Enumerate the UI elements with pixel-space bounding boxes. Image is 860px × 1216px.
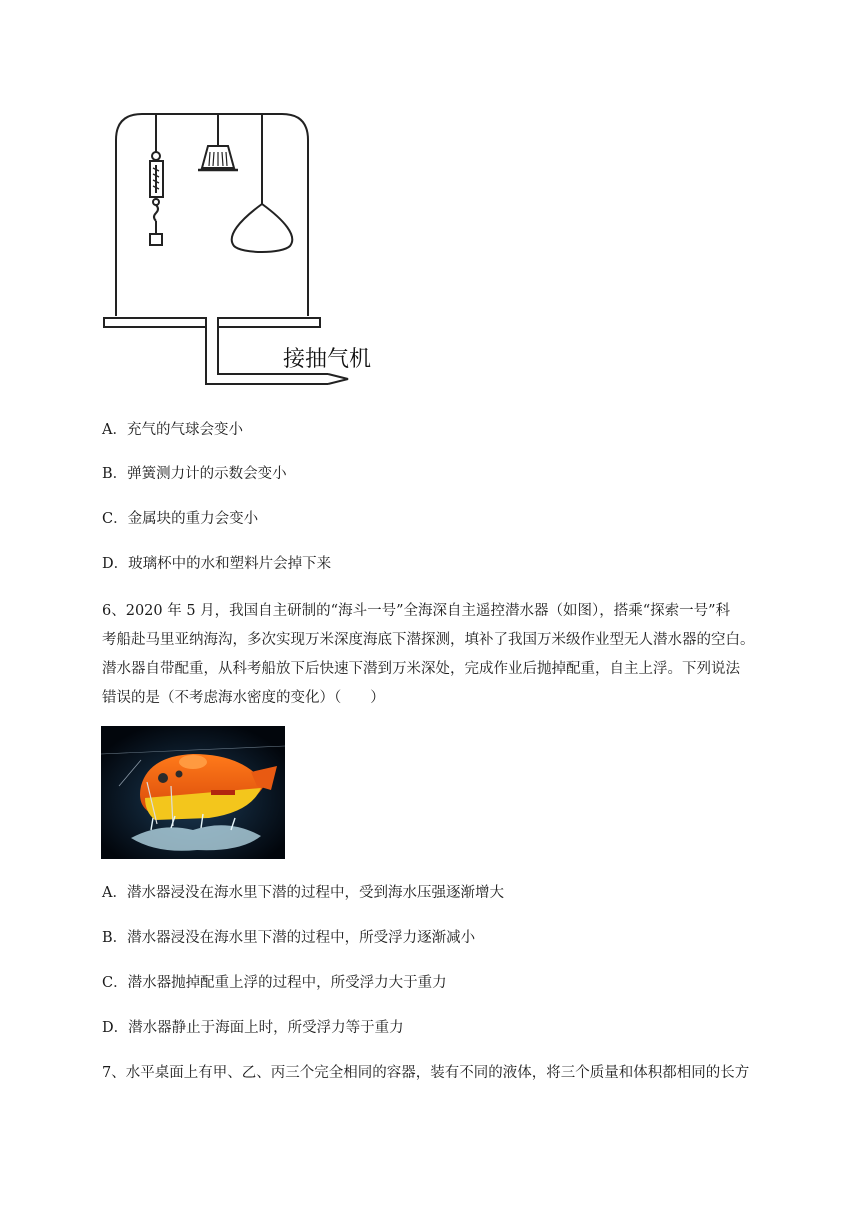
q6-option-d: D．潜水器静止于海面上时，所受浮力等于重力 [102, 1020, 404, 1036]
bell-jar-outline [116, 114, 308, 316]
q6-option-c: C．潜水器抛掉配重上浮的过程中，所受浮力大于重力 [102, 975, 447, 991]
balloon [232, 204, 293, 252]
q6-option-b: B．潜水器浸没在海水里下潜的过程中，所受浮力逐渐减小 [102, 930, 476, 946]
question-6-line: 错误的是（不考虑海水密度的变化）（ ） [102, 690, 385, 706]
submersible-photo [101, 726, 285, 859]
question-6-line: 考船赴马里亚纳海沟，多次实现万米深度海底下潜探测，填补了我国万米级作业型无人潜水器的空白。 [102, 632, 755, 648]
bell-jar-apparatus-figure [100, 108, 400, 393]
metal-block [150, 234, 162, 245]
q6-option-a: A．潜水器浸没在海水里下潜的过程中，受到海水压强逐渐增大 [102, 885, 504, 901]
q5-option-b: B．弹簧测力计的示数会变小 [102, 466, 287, 482]
base-plate-right [218, 318, 320, 327]
question-7-stem: 7、水平桌面上有甲、乙、丙三个完全相同的容器，装有不同的液体，将三个质量和体积都相同的长方 [102, 1065, 750, 1081]
question-6-stem [102, 597, 802, 713]
q5-option-d: D．玻璃杯中的水和塑料片会掉下来 [102, 556, 332, 572]
base-plate-left [104, 318, 206, 327]
q5-option-a: A．充气的气球会变小 [102, 422, 243, 438]
pump-label: 接抽气机 [283, 346, 372, 371]
question-6-line: 6、2020 年 5 月，我国自主研制的“海斗一号”全海深自主遥控潜水器（如图），搭乘“探索一号”科 [102, 603, 731, 619]
q5-option-c: C．金属块的重力会变小 [102, 511, 259, 527]
question-6-line: 潜水器自带配重，从科考船放下后快速下潜到万米深处，完成作业后抛掉配重，自主上浮。下列说法 [102, 661, 740, 677]
